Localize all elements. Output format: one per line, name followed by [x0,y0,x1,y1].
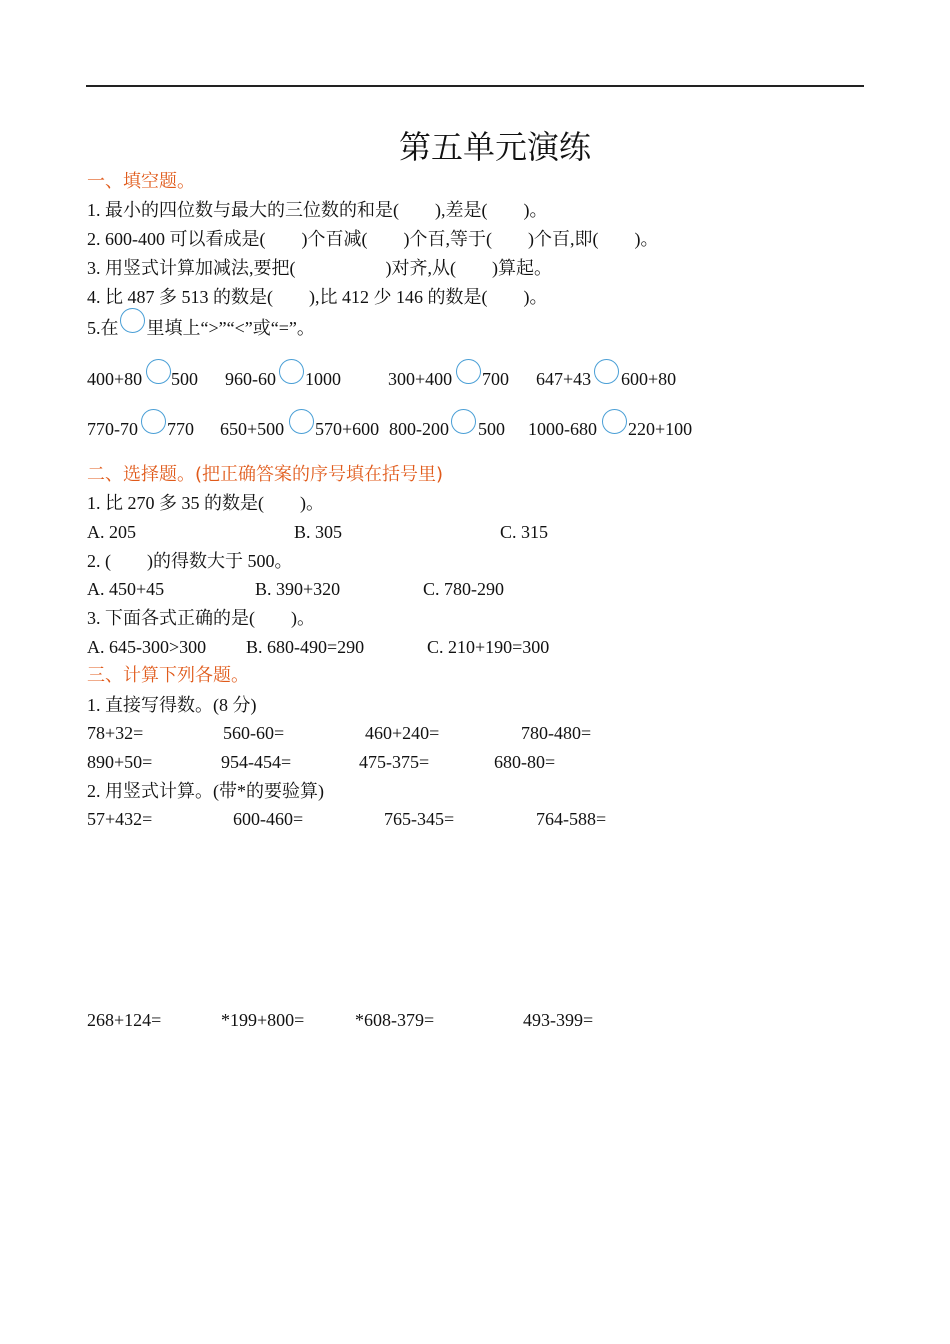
option-c[interactable]: C. 210+190=300 [427,637,550,657]
compare-circle[interactable] [289,409,314,434]
question-1-2: 2. 600-400 可以看成是( )个百减( )个百,等于( )个百,即( )。 [87,229,659,249]
question-1-5-suffix: 里填上“>”“<”或“=”。 [146,318,315,338]
compare-circle[interactable] [451,409,476,434]
question-2-1: 1. 比 270 多 35 的数是( )。 [87,493,324,513]
question-1-3: 3. 用竖式计算加减法,要把( )对齐,从( )算起。 [87,258,552,278]
oral-calc-item: 560-60= [223,723,285,743]
answer-circle[interactable] [120,308,145,333]
question-3-2: 2. 用竖式计算。(带*的要验算) [87,781,324,801]
option-a[interactable]: A. 205 [87,522,136,542]
oral-calc-item: 890+50= [87,752,153,772]
compare-right: 700 [482,369,509,389]
compare-circle[interactable] [456,359,481,384]
section-heading-calculation: 三、计算下列各题。 [87,665,249,686]
compare-circle[interactable] [594,359,619,384]
vertical-calc-item: 600-460= [233,809,304,829]
compare-left: 1000-680 [528,419,597,439]
option-c[interactable]: C. 780-290 [423,579,504,599]
section-heading-multiple-choice: 二、选择题。(把正确答案的序号填在括号里) [87,464,444,485]
oral-calc-item: 475-375= [359,752,430,772]
option-b[interactable]: B. 305 [294,522,343,542]
compare-left: 770-70 [87,419,138,439]
question-1-4: 4. 比 487 多 513 的数是( ),比 412 少 146 的数是( )。 [87,287,548,307]
oral-calc-item: 954-454= [221,752,292,772]
oral-calc-item: 460+240= [365,723,440,743]
option-a[interactable]: A. 645-300>300 [87,637,207,657]
vertical-calc-item: *199+800= [221,1010,305,1030]
vertical-calc-item: *608-379= [355,1010,435,1030]
option-a[interactable]: A. 450+45 [87,579,165,599]
compare-left: 300+400 [388,369,453,389]
compare-left: 960-60 [225,369,276,389]
compare-circle[interactable] [141,409,166,434]
option-c[interactable]: C. 315 [500,522,549,542]
compare-right: 600+80 [621,369,677,389]
vertical-calc-item: 764-588= [536,809,607,829]
oral-calc-item: 780-480= [521,723,592,743]
question-2-2: 2. ( )的得数大于 500。 [87,551,293,571]
option-b[interactable]: B. 390+320 [255,579,341,599]
compare-right: 500 [478,419,505,439]
compare-right: 1000 [305,369,341,389]
compare-right: 220+100 [628,419,693,439]
question-2-3: 3. 下面各式正确的是( )。 [87,608,315,628]
vertical-calc-item: 765-345= [384,809,455,829]
compare-left: 800-200 [389,419,449,439]
page-title: 第五单元演练 [398,128,591,166]
compare-left: 650+500 [220,419,285,439]
question-1-1: 1. 最小的四位数与最大的三位数的和是( ),差是( )。 [87,200,548,220]
oral-calc-item: 680-80= [494,752,556,772]
compare-circle[interactable] [279,359,304,384]
compare-left: 400+80 [87,369,143,389]
compare-circle[interactable] [146,359,171,384]
compare-circle[interactable] [602,409,627,434]
question-3-1: 1. 直接写得数。(8 分) [87,695,257,715]
header-rule [86,85,864,87]
vertical-calc-item: 57+432= [87,809,153,829]
compare-right: 570+600 [315,419,380,439]
compare-right: 500 [171,369,198,389]
question-1-5-prefix: 5.在 [87,318,119,338]
compare-right: 770 [167,419,194,439]
option-b[interactable]: B. 680-490=290 [246,637,365,657]
vertical-calc-item: 268+124= [87,1010,162,1030]
vertical-calc-item: 493-399= [523,1010,594,1030]
oral-calc-item: 78+32= [87,723,144,743]
section-heading-fill-blank: 一、填空题。 [87,171,195,192]
compare-left: 647+43 [536,369,592,389]
